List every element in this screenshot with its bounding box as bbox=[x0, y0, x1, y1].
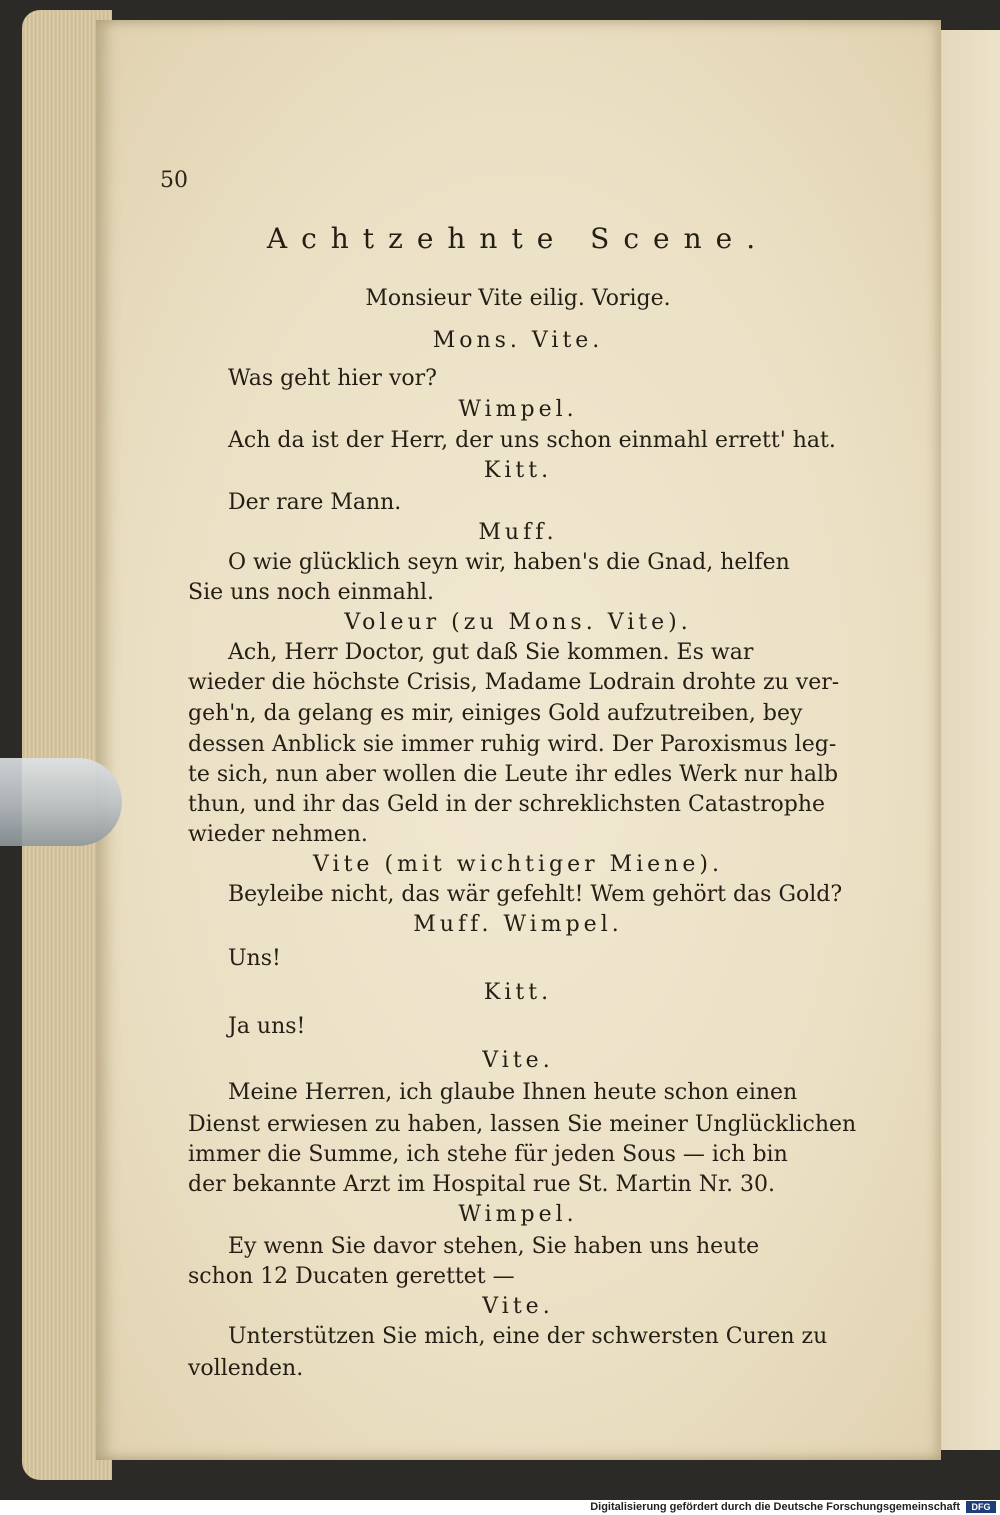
text-line: wieder nehmen. bbox=[188, 822, 368, 847]
speaker-line: Mons. Vite. bbox=[432, 328, 604, 353]
text-line: schon 12 Ducaten gerettet — bbox=[188, 1264, 515, 1289]
text-line: Was geht hier vor? bbox=[228, 366, 437, 391]
text-line: Ach da ist der Herr, der uns schon einmahl errett' hat. bbox=[228, 428, 836, 453]
text-line: Monsieur Vite eilig. Vorige. bbox=[365, 286, 671, 311]
speaker-line: Muff. Wimpel. bbox=[413, 912, 623, 937]
funding-credit: Digitalisierung gefördert durch die Deutsche Forschungsgemeinschaft bbox=[590, 1501, 960, 1513]
text-line: Sie uns noch einmahl. bbox=[188, 580, 435, 605]
text-line: Uns! bbox=[228, 946, 281, 971]
text-line: Ach, Herr Doctor, gut daß Sie kommen. Es war bbox=[228, 640, 754, 665]
text-line: dessen Anblick sie immer ruhig wird. Der Paroxismus leg- bbox=[188, 732, 837, 757]
text-line: vollenden. bbox=[188, 1356, 304, 1381]
speaker-line: Kitt. bbox=[483, 458, 553, 483]
speaker-line: Wimpel. bbox=[458, 1202, 578, 1227]
text-line: Dienst erwiesen zu haben, lassen Sie meiner Unglücklichen bbox=[188, 1112, 857, 1137]
text-line: der bekannte Arzt im Hospital rue St. Martin Nr. 30. bbox=[188, 1172, 776, 1197]
footer-bar bbox=[0, 1500, 1000, 1515]
speaker-line: Vite. bbox=[482, 1294, 554, 1319]
text-line: Unterstützen Sie mich, eine der schwersten Curen zu bbox=[228, 1324, 828, 1349]
text-line: Ey wenn Sie davor stehen, Sie haben uns heute bbox=[228, 1234, 760, 1259]
text-line: te sich, nun aber wollen die Leute ihr edles Werk nur halb bbox=[188, 762, 839, 787]
text-line: immer die Summe, ich stehe für jeden Sous — ich bin bbox=[188, 1142, 788, 1167]
scene-title: Achtzehnte Scene. bbox=[266, 222, 770, 255]
next-page-edge bbox=[932, 30, 1000, 1450]
speaker-line: Wimpel. bbox=[458, 397, 578, 422]
speaker-line: Kitt. bbox=[483, 980, 553, 1005]
text-line: geh'n, da gelang es mir, einiges Gold aufzutreiben, bey bbox=[188, 701, 803, 726]
text-line: Der rare Mann. bbox=[228, 490, 402, 515]
text-line: O wie glücklich seyn wir, haben's die Gnad, helfen bbox=[228, 550, 790, 575]
speaker-line: Vite. bbox=[482, 1048, 554, 1073]
speaker-line: Vite (mit wichtiger Miene). bbox=[313, 852, 723, 877]
page-number: 50 bbox=[160, 168, 188, 193]
text-line: Ja uns! bbox=[228, 1014, 306, 1039]
thumb-clip bbox=[0, 758, 122, 846]
speaker-line: Muff. bbox=[478, 520, 558, 545]
text-line: wieder die höchste Crisis, Madame Lodrain drohte zu ver- bbox=[188, 670, 840, 695]
text-line: Beyleibe nicht, das wär gefehlt! Wem gehört das Gold? bbox=[228, 882, 843, 907]
text-line: thun, und ihr das Geld in der schreklichsten Catastrophe bbox=[188, 792, 826, 817]
dfg-logo: DFG bbox=[966, 1501, 996, 1513]
speaker-line: Voleur (zu Mons. Vite). bbox=[344, 610, 692, 635]
text-line: Meine Herren, ich glaube Ihnen heute schon einen bbox=[228, 1080, 798, 1105]
